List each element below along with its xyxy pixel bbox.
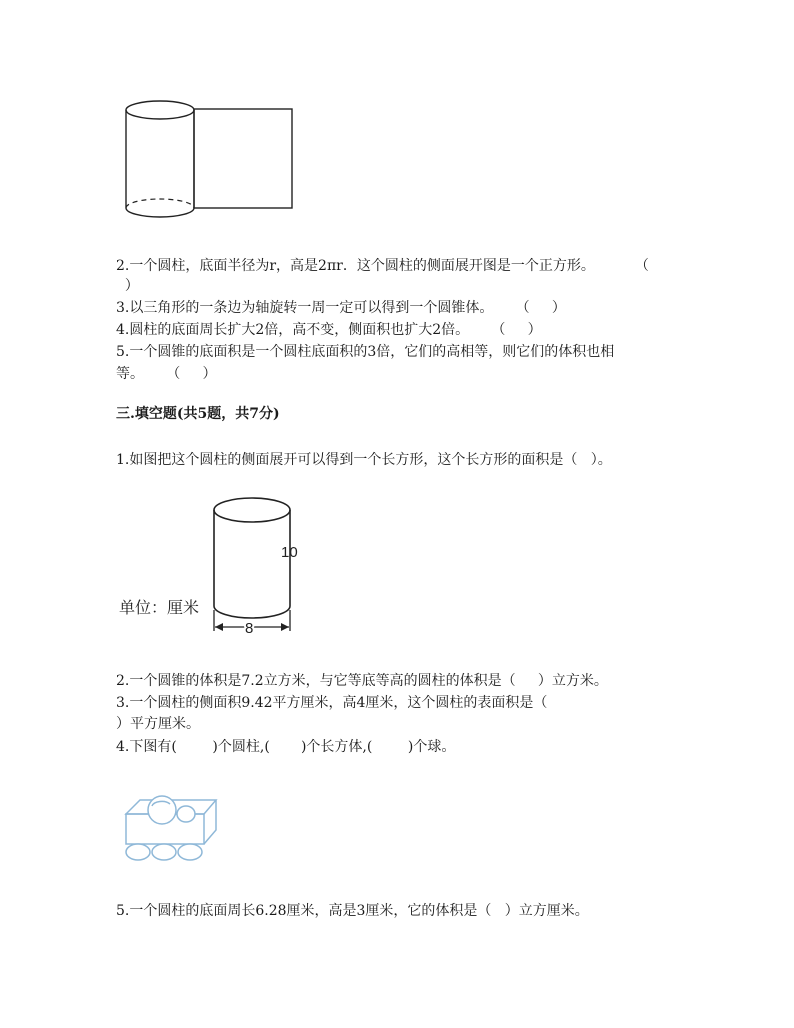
judge-q2-line2: ） <box>116 278 139 294</box>
judge-q5-line1: 5.一个圆锥的底面积是一个圆柱底面积的3倍，它们的高相等，则它们的体积也相 <box>116 344 615 360</box>
fill-q2: 2.一个圆锥的体积是7.2立方米，与它等底等高的圆柱的体积是（ ）立方米。 <box>116 673 608 689</box>
fill-q4: 4.下图有( )个圆柱,( )个长方体,( )个球。 <box>116 739 456 755</box>
cylinder-dimension-figure <box>116 488 316 638</box>
fill-q1: 1.如图把这个圆柱的侧面展开可以得到一个长方形，这个长方形的面积是（ ）。 <box>116 452 612 468</box>
width-label: 8 <box>245 620 254 637</box>
toy-shapes-figure <box>118 792 228 867</box>
fill-q5: 5.一个圆柱的底面周长6.28厘米，高是3厘米，它的体积是（ ）立方厘米。 <box>116 903 589 919</box>
cylinder-unrolled-figure <box>120 95 300 220</box>
judge-q5-line2: 等。 （ ） <box>116 366 217 382</box>
section-3-heading: 三.填空题(共5题，共7分) <box>116 406 280 422</box>
fill-q3-line1: 3.一个圆柱的侧面积9.42平方厘米，高4厘米，这个圆柱的表面积是（ <box>116 695 548 711</box>
judge-q4: 4.圆柱的底面周长扩大2倍，高不变，侧面积也扩大2倍。 （ ） <box>116 322 542 338</box>
fill-q3-line2: ）平方厘米。 <box>116 716 200 732</box>
height-label: 10 <box>281 544 298 561</box>
judge-q2-line1: 2.一个圆柱，底面半径为r，高是2πr．这个圆柱的侧面展开图是一个正方形。 （ <box>116 258 649 274</box>
judge-q3: 3.以三角形的一条边为轴旋转一周一定可以得到一个圆锥体。 （ ） <box>116 300 566 316</box>
unit-label: 单位：厘米 <box>119 598 200 617</box>
